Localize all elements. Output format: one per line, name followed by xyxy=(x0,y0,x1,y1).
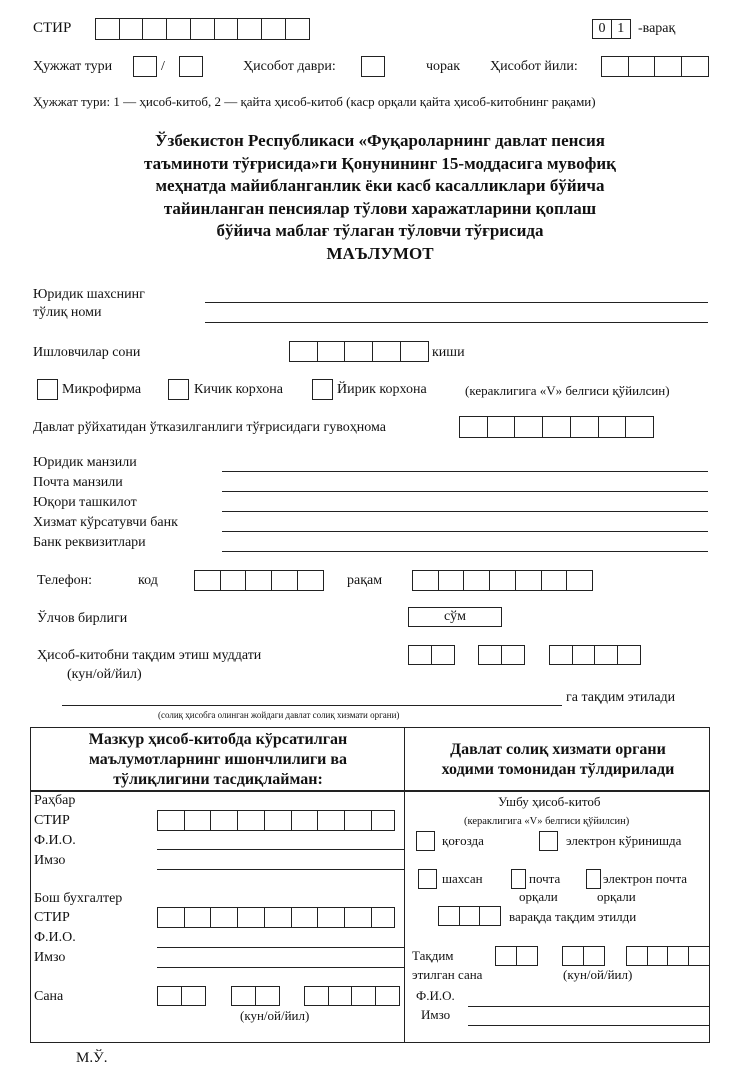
legal-name-field-line-2[interactable] xyxy=(205,322,708,323)
stir-digit[interactable] xyxy=(184,907,212,928)
year-digit[interactable] xyxy=(549,645,573,665)
deadline-month[interactable] xyxy=(478,645,525,665)
phone-code-label: код xyxy=(138,573,158,588)
left-panel-heading xyxy=(32,730,404,790)
bank-label: Хизмат кўрсатувчи банк xyxy=(33,515,178,530)
phone-code-digit[interactable] xyxy=(194,570,221,591)
year-digit[interactable] xyxy=(681,56,709,77)
day-digit[interactable] xyxy=(408,645,432,665)
stir-digit[interactable] xyxy=(184,810,212,831)
stir-digit[interactable] xyxy=(371,907,395,928)
post-sub-label: орқали xyxy=(519,889,558,904)
parent-org-label: Юқори ташкилот xyxy=(33,495,137,510)
year-digit[interactable] xyxy=(654,56,682,77)
sheet-label: -варақ xyxy=(638,21,676,36)
doc-type-separator: / xyxy=(161,59,165,74)
submitted-date-format: (кун/ой/йил) xyxy=(563,967,633,982)
stir-digit[interactable] xyxy=(264,907,292,928)
year-digit[interactable] xyxy=(594,645,618,665)
year-digit[interactable] xyxy=(626,946,648,966)
director-stir-input[interactable] xyxy=(157,810,395,831)
stir-digit[interactable] xyxy=(142,18,167,40)
report-year-input[interactable] xyxy=(601,56,709,77)
deadline-day[interactable] xyxy=(408,645,455,665)
table-divider xyxy=(404,727,405,1043)
title-line: бўйича маблағ тўлаган тўловчи тўғрисида xyxy=(216,221,544,240)
month-digit[interactable] xyxy=(255,986,280,1006)
stir-digit[interactable] xyxy=(291,907,319,928)
phone-number-digit[interactable] xyxy=(515,570,542,591)
phone-code-digit[interactable] xyxy=(245,570,272,591)
phone-label: Телефон: xyxy=(37,573,93,588)
stir-digit[interactable] xyxy=(190,18,215,40)
phone-number-digit[interactable] xyxy=(566,570,593,591)
paper-label: қоғозда xyxy=(442,833,484,848)
day-digit[interactable] xyxy=(431,645,455,665)
year-digit[interactable] xyxy=(601,56,629,77)
director-signature-label: Имзо xyxy=(34,853,66,868)
right-panel-note: (кераклигига «V» белгиси қўйилсин) xyxy=(464,816,630,827)
postal-address-field[interactable] xyxy=(222,491,708,492)
stir-digit[interactable] xyxy=(344,810,372,831)
phone-number-label: рақам xyxy=(347,573,383,588)
accountant-fio-field[interactable] xyxy=(157,947,404,948)
electronic-label: электрон кўринишда xyxy=(566,833,682,848)
paper-checkbox[interactable] xyxy=(416,831,435,851)
director-label: Раҳбар xyxy=(34,793,76,808)
enterprise-note: (кераклигига «V» белгиси қўйилсин) xyxy=(465,383,670,398)
doc-type-label: Ҳужжат тури xyxy=(33,59,113,74)
legal-name-label-2: тўлиқ номи xyxy=(33,305,102,320)
title-line: таъминоти тўғрисида»ги Қонунининг 15-моддасига мувофиқ xyxy=(144,153,616,173)
day-digit[interactable] xyxy=(181,986,206,1006)
report-label: Ушбу ҳисоб-китоб xyxy=(498,794,601,809)
legal-address-field[interactable] xyxy=(222,471,708,472)
day-digit[interactable] xyxy=(516,946,538,966)
report-period-label: Ҳисобот даври: xyxy=(243,59,336,74)
heading-line: тўлиқлигини тасдиқлайман: xyxy=(113,771,323,788)
stir-digit[interactable] xyxy=(317,810,345,831)
title-line: тайинланган пенсиялар тўлови харажатларини қоплаш xyxy=(163,198,597,218)
stir-digit[interactable] xyxy=(237,810,265,831)
submitted-date-day[interactable] xyxy=(495,946,538,966)
sheet-count-digit[interactable] xyxy=(459,906,481,926)
day-digit[interactable] xyxy=(495,946,517,966)
in-person-checkbox[interactable] xyxy=(418,869,437,889)
phone-number-digit[interactable] xyxy=(541,570,568,591)
unit-value: сўм xyxy=(408,607,502,627)
submitted-date-label: Тақдим xyxy=(412,948,454,963)
registration-input[interactable] xyxy=(459,416,654,438)
phone-number-digit[interactable] xyxy=(463,570,490,591)
parent-org-field[interactable] xyxy=(222,511,708,512)
month-digit[interactable] xyxy=(501,645,525,665)
registration-digit[interactable] xyxy=(570,416,599,438)
date-format: (кун/ой/йил) xyxy=(240,1008,310,1023)
registration-digit[interactable] xyxy=(625,416,654,438)
phone-number-digit[interactable] xyxy=(412,570,439,591)
day-digit[interactable] xyxy=(157,986,182,1006)
small-enterprise-label: Кичик корхона xyxy=(194,382,283,397)
deadline-format: (кун/ой/йил) xyxy=(67,667,142,682)
stir-digit[interactable] xyxy=(261,18,286,40)
director-stir-label: СТИР xyxy=(34,813,70,828)
director-signature-field[interactable] xyxy=(157,869,404,870)
stir-digit[interactable] xyxy=(157,810,185,831)
sheet-count-input[interactable] xyxy=(438,906,501,926)
officer-signature-label: Имзо xyxy=(421,1007,451,1022)
employees-digit[interactable] xyxy=(400,341,429,362)
stir-digit[interactable] xyxy=(95,18,120,40)
table-header-divider xyxy=(30,790,710,792)
registration-digit[interactable] xyxy=(514,416,543,438)
employees-digit[interactable] xyxy=(289,341,318,362)
electronic-checkbox[interactable] xyxy=(539,831,558,851)
legal-name-label: Юридик шахснинг xyxy=(33,287,145,302)
year-digit[interactable] xyxy=(328,986,353,1006)
small-enterprise-checkbox[interactable] xyxy=(168,379,189,400)
heading-line: ходими томонидан тўлдирилади xyxy=(441,761,675,778)
microfirm-checkbox[interactable] xyxy=(37,379,58,400)
heading-line: Давлат солиқ хизмати органи xyxy=(450,741,666,758)
bank-details-field[interactable] xyxy=(222,551,708,552)
large-enterprise-checkbox[interactable] xyxy=(312,379,333,400)
year-digit[interactable] xyxy=(667,946,689,966)
right-panel-heading xyxy=(406,740,710,780)
officer-fio-field[interactable] xyxy=(468,1006,710,1007)
year-digit[interactable] xyxy=(688,946,709,966)
legal-address-label: Юридик манзили xyxy=(33,455,137,470)
stir-digit[interactable] xyxy=(344,907,372,928)
sheet-digit[interactable]: 0 xyxy=(592,19,612,39)
legal-name-field-line-1[interactable] xyxy=(205,302,708,303)
sheet-number[interactable] xyxy=(592,19,631,39)
stir-digit[interactable] xyxy=(157,907,185,928)
stir-label: СТИР xyxy=(33,20,72,36)
phone-code-digit[interactable] xyxy=(297,570,324,591)
post-checkbox[interactable] xyxy=(511,869,526,889)
director-fio-label: Ф.И.О. xyxy=(34,833,76,848)
accountant-signature-field[interactable] xyxy=(157,967,404,968)
stir-digit[interactable] xyxy=(317,907,345,928)
employees-digit[interactable] xyxy=(372,341,401,362)
submitted-to-suffix: га тақдим этилади xyxy=(566,690,676,705)
month-digit[interactable] xyxy=(583,946,605,966)
title-line: меҳнатда майибланганлик ёки касб касалликлари бўйича xyxy=(155,176,605,195)
stir-digit[interactable] xyxy=(371,810,395,831)
phone-number-digit[interactable] xyxy=(438,570,465,591)
stir-digit[interactable] xyxy=(285,18,310,40)
stir-digit[interactable] xyxy=(119,18,144,40)
stamp-label: М.Ў. xyxy=(76,1050,108,1066)
email-sub-label: орқали xyxy=(597,889,636,904)
submitted-date-month[interactable] xyxy=(562,946,605,966)
officer-fio-label: Ф.И.О. xyxy=(416,988,455,1003)
stir-digit[interactable] xyxy=(264,810,292,831)
submitted-date-label-2: этилган сана xyxy=(412,967,483,982)
in-person-label: шахсан xyxy=(442,871,483,886)
year-digit[interactable] xyxy=(304,986,329,1006)
date-label: Сана xyxy=(34,989,64,1004)
registration-digit[interactable] xyxy=(598,416,627,438)
employees-input[interactable] xyxy=(289,341,429,362)
stir-input[interactable] xyxy=(95,18,310,40)
registration-digit[interactable] xyxy=(542,416,571,438)
email-checkbox[interactable] xyxy=(586,869,601,889)
date-month[interactable] xyxy=(231,986,280,1006)
postal-address-label: Почта манзили xyxy=(33,475,123,490)
stir-digit[interactable] xyxy=(237,18,262,40)
quarter-label: чорак xyxy=(426,59,461,74)
sheet-count-digit[interactable] xyxy=(479,906,501,926)
director-fio-field[interactable] xyxy=(157,849,404,850)
tax-authority-field[interactable] xyxy=(62,705,562,706)
phone-code-digit[interactable] xyxy=(220,570,247,591)
stir-digit[interactable] xyxy=(214,18,239,40)
microfirm-label: Микрофирма xyxy=(62,382,142,397)
year-digit[interactable] xyxy=(628,56,656,77)
accountant-stir-label: СТИР xyxy=(34,910,70,925)
phone-number-input[interactable] xyxy=(412,570,593,591)
employees-label: Ишловчилар сони xyxy=(33,345,141,360)
unit-label: Ўлчов бирлиги xyxy=(37,611,128,626)
stir-digit[interactable] xyxy=(210,907,238,928)
date-year[interactable] xyxy=(304,986,400,1006)
page-title xyxy=(60,130,700,265)
title-line: Ўзбекистон Республикаси «Фуқароларнинг давлат пенсия xyxy=(155,131,605,150)
report-period-box[interactable] xyxy=(361,56,385,77)
year-digit[interactable] xyxy=(375,986,400,1006)
accountant-fio-label: Ф.И.О. xyxy=(34,930,76,945)
registration-digit[interactable] xyxy=(459,416,488,438)
stir-digit[interactable] xyxy=(210,810,238,831)
large-enterprise-label: Йирик корхона xyxy=(337,382,427,397)
bank-field[interactable] xyxy=(222,531,708,532)
email-label: электрон почта xyxy=(603,871,688,886)
accountant-stir-input[interactable] xyxy=(157,907,395,928)
sheets-label: варақда тақдим этилди xyxy=(509,909,637,924)
submitted-to-caption: (солиқ ҳисобга олинган жойдаги давлат солиқ хизмати органи) xyxy=(158,710,400,720)
stir-digit[interactable] xyxy=(237,907,265,928)
sheet-count-digit[interactable] xyxy=(438,906,460,926)
year-digit[interactable] xyxy=(572,645,596,665)
phone-code-digit[interactable] xyxy=(271,570,298,591)
title-line: МАЪЛУМОТ xyxy=(326,243,434,263)
employees-unit: киши xyxy=(432,345,465,360)
sheet-digit[interactable]: 1 xyxy=(611,19,631,39)
employees-digit[interactable] xyxy=(344,341,373,362)
submitted-date-year[interactable] xyxy=(626,946,709,966)
deadline-label: Ҳисоб-китобни тақдим этиш муддати xyxy=(37,648,262,663)
report-year-label: Ҳисобот йили: xyxy=(490,59,578,74)
doc-type-box-2[interactable] xyxy=(179,56,203,77)
heading-line: маълумотларнинг ишончлилиги ва xyxy=(88,751,348,768)
doc-type-note: Ҳужжат тури: 1 — ҳисоб-китоб, 2 — қайта ҳисоб-китоб (каср орқали қайта ҳисоб-китобнинг рақами) xyxy=(33,94,596,109)
phone-number-digit[interactable] xyxy=(489,570,516,591)
post-label: почта xyxy=(529,871,561,886)
year-digit[interactable] xyxy=(617,645,641,665)
date-day[interactable] xyxy=(157,986,206,1006)
registration-label: Давлат рўйхатидан ўтказилганлиги тўғрисидаги гувоҳнома xyxy=(33,420,386,435)
heading-line: Мазкур ҳисоб-китобда кўрсатилган xyxy=(88,731,348,748)
bank-details-label: Банк реквизитлари xyxy=(33,535,146,550)
officer-signature-field[interactable] xyxy=(468,1025,710,1026)
phone-code-input[interactable] xyxy=(194,570,324,591)
employees-digit[interactable] xyxy=(317,341,346,362)
stir-digit[interactable] xyxy=(166,18,191,40)
month-digit[interactable] xyxy=(562,946,584,966)
registration-digit[interactable] xyxy=(487,416,516,438)
stir-digit[interactable] xyxy=(291,810,319,831)
year-digit[interactable] xyxy=(351,986,376,1006)
accountant-label: Бош бухгалтер xyxy=(34,891,123,906)
year-digit[interactable] xyxy=(647,946,669,966)
month-digit[interactable] xyxy=(231,986,256,1006)
deadline-year[interactable] xyxy=(549,645,641,665)
doc-type-box-1[interactable] xyxy=(133,56,157,77)
accountant-signature-label: Имзо xyxy=(34,950,66,965)
month-digit[interactable] xyxy=(478,645,502,665)
